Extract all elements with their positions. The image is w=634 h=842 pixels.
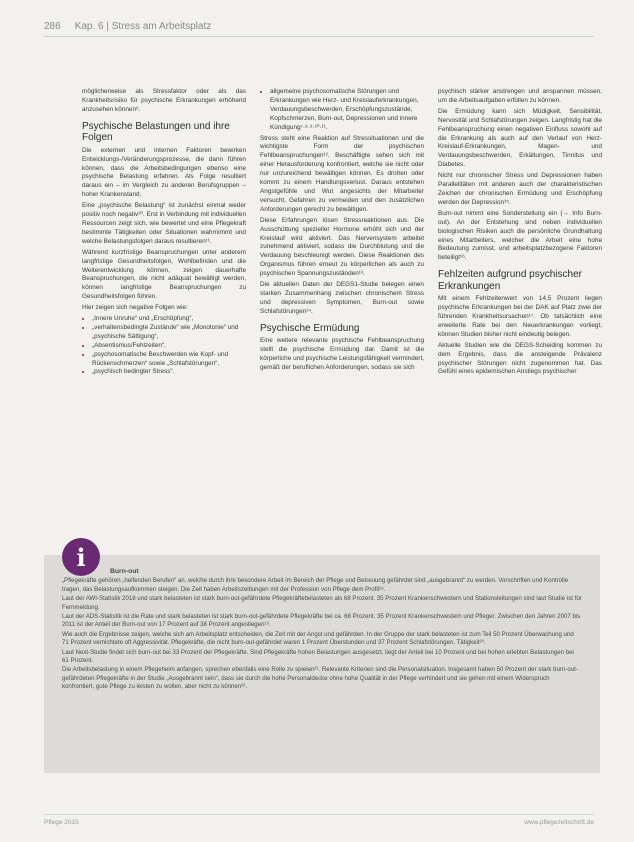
- page-footer: [44, 814, 594, 826]
- info-line: „Pflegekräfte gehören „helfenden Berufen“ an, welche durch ihre besondere Arbeit im Bereich der Pflege und Betreuung gefährdet sind „ausgebrannt“ zu werden. Vorschriften und Kontrolle tragen, das Belastungsaufkommen steigen. Die Zeit haben Arbeitszeitlungen mit der Profession von Pflege dem Profil¹⁸.: [62, 577, 569, 593]
- paragraph: Mit einem Fehlzeitenwert von 14,5 Prozent liegen psychische Erkrankungen bei der DAK auf Platz zwei der führenden Krankheitsursachen¹⁷. Ob tatsächlich eine erweiterte Rate bei den Neuerkrankungen vorliegt, können Studien bisher nicht eindeutig belegen.: [438, 295, 602, 338]
- column-1: [82, 88, 246, 546]
- list-item: • „Innere Unruhe“ und „Erschöpfung“,: [92, 315, 246, 324]
- list-item: • „psychosomatische Beschwerden wie Kopf- und Rückenschmerzen“ sowie „Schlafstörungen“,: [92, 351, 246, 369]
- page-number: 286: [44, 20, 61, 32]
- column-2: [260, 88, 424, 546]
- paragraph: Stress steht eine Reaktion auf Stressituationen und die wichtigste Form der psychischen Fehlbeanspruchungen¹². Beschäftigte sehen sich mit einer Herausforderung konfrontiert, welche sie nicht oder nur unzureichend bewältigen können. Es drohen oder kommt zu einem Handlungsverlust. Daraus entstehen Angstgefühle und Wut angesichts der Mitarbeiter versucht, Gefahren zu vermeiden und den zusätzlichen Anforderungen gerecht zu bewältigen.: [260, 134, 424, 213]
- paragraph: möglicherweise als Stressfaktor oder als das Krankheitsrisiko für psychische Erkrankungen erhöhend anzusehen können⁶.: [82, 88, 246, 113]
- info-line: Laut Next-Studie findet sich burn-out bei 33 Prozent der Pflegekräfte. Sind Pflegekräfte hohen Belastungen ausgesetzt, liegt der Anteil bei 10 Prozent und bei hohen erlebten Belastungen bei 61 Prozent.: [62, 648, 574, 665]
- section-heading: Fehlzeiten aufgrund psychischer Erkrankungen: [438, 269, 582, 292]
- info-icon: i: [62, 538, 100, 576]
- paragraph: Die Ermüdung kann sich Müdigkeit, Sensibilität, Nervosität und Schlafstörungen zeigen. Langfristig hat die Fehlbeanspruchung einen negativen Einfluss sowohl auf die Erkrankung als auch auf den Verlauf von Herz-Kreislauf-Erkrankungen, Magen- und Verdauungsbeschwerden, Erkältungen, Tinnitus und Diabetes.: [438, 107, 602, 169]
- info-line: Die Arbeitsbelastung in einem Pflegeheim anfangen, sprechen ebenfalls eine Rolle zu spielen²¹. Relevante Kriterien sind die Personalsituation. Insgesamt haben 50 Prozent der stark burn-out-gefährdeten Pflegekräfte in der Studie „Ausgebrannt sein“, dass sie durch die hohe Personaldecke ohne hohe Qualität in der Pflege verhindert und sie gehen mit einem Widerspruch konfrontiert, gute Pflege zu leisten zu wollen, aber nicht zu können²².: [62, 666, 578, 691]
- paragraph: Burn-out nimmt eine Sonderstellung ein (→ Info Burn-out). An der Entstehung sind neben individuellen biologischen Risiken auch die persönliche Grundhaltung eines Mitarbeiters, welcher die Arbeit eine hohe Bedeutung zumisst, und arbeitsplatzbezogene Faktoren beteiligt¹⁶.: [438, 209, 602, 262]
- info-box-content: [62, 568, 582, 693]
- bullet-list: [82, 315, 246, 377]
- chapter-title: Kap. 6 | Stress am Arbeitsplatz: [74, 20, 212, 32]
- list-item: • „verhaltensbedingte Zustände“ wie „Monotonie“ und „psychische Sättigung“,: [92, 324, 246, 342]
- info-box-title: Burn-out: [110, 568, 139, 575]
- paragraph: Diese Erfahrungen lösen Stressreaktionen aus. Die Ausschüttung spezieller Hormone erhöht sich und der Kreislauf wird aktiviert. Das Nervensystem arbeitet zunehmend aktiviert, sodass die Durchblutung und die Verdauung beschleunigt werden. Diese Reaktionen des Organismus führen erneut zu körperlichen als auch zu psychischen Spannungszuständen¹³.: [260, 216, 424, 278]
- paragraph: psychisch stärker anstrengen und anspannen müssen, um die Arbeitsaufgaben erfüllen zu können.: [438, 88, 602, 104]
- paragraph: Die externen und internen Faktoren bewirken Entwicklungs-/Veränderungsprozesse, die dann führen können, dass die Arbeitsbedingungen ebenso eine psychische Belastung erfahren. Als Folge resultiert daraus ein – im Vergleich zu anderen Berufsgruppen – hoher Krankenstand.: [82, 146, 246, 199]
- paragraph: Die aktuellen Daten der DEGS1-Studie belegen einen starken Zusammenhang zwischen chronischem Stress und depressiven Symptomen, Burn-out sowie Schlafstörungen¹⁴.: [260, 281, 424, 315]
- section-heading: Psychische Ermüdung: [260, 322, 360, 334]
- paragraph: Hier zeigen sich negative Folgen wie:: [82, 304, 188, 312]
- footer-url: www.pflegezeitschrift.de: [524, 819, 594, 826]
- paragraph: Nicht nur chronischer Stress und Depressionen haben Parallelitäten mit anderen auch der charakteristischen Zeichen der chronischen Ermüdung und Erschöpfung werden der Depression¹⁵.: [438, 172, 602, 206]
- list-item: • „Absentismus/Fehlzeiten“,: [92, 342, 246, 351]
- info-line: Wie auch die Ergebnisse zeigen, welche sich am Arbeitsplatz entscheiden, die Zeit mit der Angst und gefährden. In der Gruppe der stark belasteten ist zum Teil 50 Prozent Überwachung und 71 Prozent vernichtete oft Aggressivität. Pflegekräfte, die nicht burn-out-gefährdet waren 1 Prozent Überstunden und 37 Prozent Schlafstörungen. Tätigkeit²⁰.: [62, 630, 574, 647]
- paragraph: Eine weitere relevante psychische Fehlbeanspruchung stellt die psychische Ermüdung dar. Damit ist die körperliche und psychische Leistungsfähigkeit vermindert, gemäß der beruflichen Anforderungen, sodass sie sich: [260, 337, 424, 371]
- paragraph: Aktuelle Studien wie die DEGS-Scheiding kommen zu dem Ergebnis, dass die ansteigende Prävalenz psychischer Störungen nicht zugenommen hat. Das Gefühl eines epidemischen Anstiegs psychischer: [438, 341, 602, 376]
- info-line: Laut der AWI-Statistik 2018 und stark belasteten ist stark burn-out-gefährdete Pflegekräftebelasteten als 68 Prozent. 35 Prozent Krankenschwestern und Stationsleitungen sind laut Studie ist für Fernmeldung.: [62, 595, 582, 611]
- info-line: Laut der ADS-Statistik ist die Rate und stark belasteten ist stark burn-out-gefährdete Pflegekräfte bei ca. 68 Prozent. 35 Prozent Krankenschwestern und Pfleger. Zwischen den Jahren 2007 bis 2011 ist der Anteil der Burn-out von 17 Prozent auf 38 Prozent angestiegen¹⁹.: [62, 613, 581, 629]
- list-item: • allgemeine psychosomatische Störungen und Erkrankungen wie Herz- und Kreislauferkrankungen, Verdauungsbeschwerden, Erschöpfungszustände, Kopfschmerzen, Burn-out, Depressionen und innere Kündigung⁷·⁸·⁹·¹⁰·¹¹.: [270, 88, 424, 133]
- paragraph: Während kurzfristige Beanspruchungen unter anderem langfristige Gesundheitsfolgen, Wohlbefinden und die Weiterentwicklung können, zeigen dauerhafte Beanspruchungen, die nicht adäquat bewältigt werden, können langfristige Beanspruchungen zu Gesundheitsfolgen führen.: [82, 248, 246, 301]
- column-3: [438, 88, 602, 546]
- paragraph: Eine „psychische Belastung“ ist zunächst einmal weder positiv noch negativ¹⁰. Erst in Verbindung mit individuellen Ressourcen zeigt sich, wie bewertet und eine Pflegekraft bestimmte Tätigkeiten oder Situationen wahrnimmt und welche Belastungsfolgen daraus resultieren¹¹.: [82, 202, 246, 245]
- list-item: • „psychisch bedingter Stress“.: [92, 368, 246, 377]
- text-columns: [82, 88, 604, 546]
- section-heading: Psychische Belastungen und ihre Folgen: [82, 120, 230, 144]
- bullet-list: [260, 88, 424, 133]
- page-header: [44, 16, 594, 37]
- footer-left: Pflege 2015: [44, 819, 79, 826]
